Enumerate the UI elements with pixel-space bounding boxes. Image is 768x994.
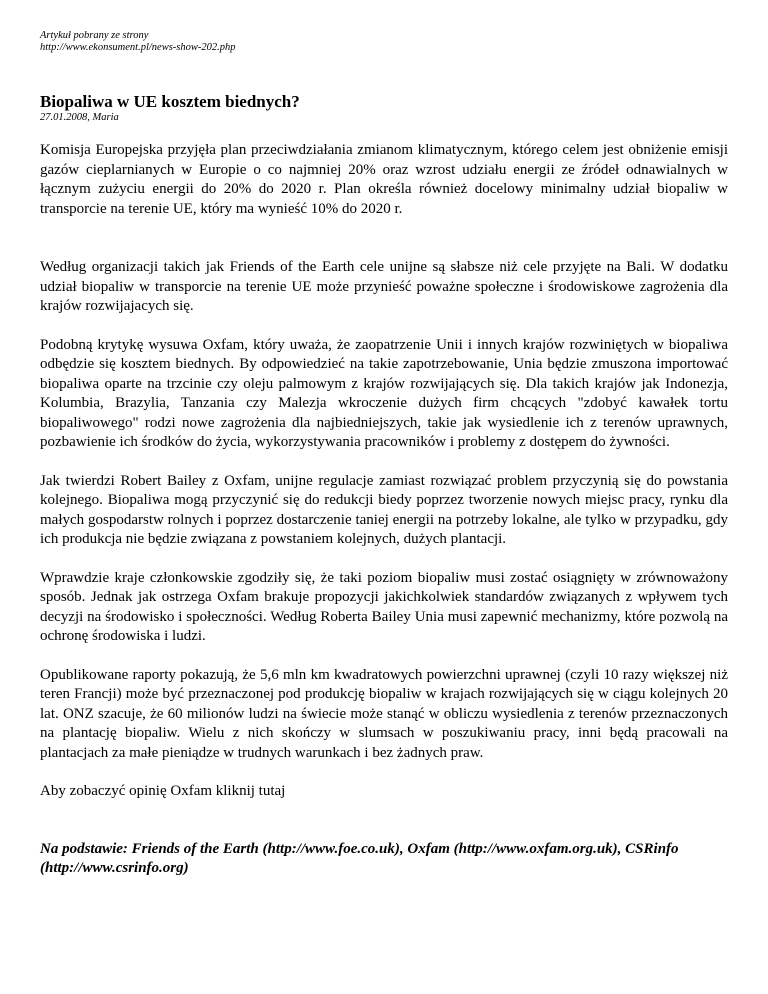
oxfam-opinion-link-text: Aby zobaczyć opinię Oxfam kliknij tutaj (40, 783, 286, 799)
article-paragraph-3: Podobną krytykę wysuwa Oxfam, który uważa, że zaopatrzenie Unii i innych krajów rozwiniętych w biopaliwa odbędzie się kosztem biednych. By odpowiedzieć na takie zapotrzebowanie, Unia będzie zmuszona importować biopaliwa oparte na trzcinie czy oleju palmowym z krajów rozwijających się. Dla takich krajów jak Indonezja, Kolumbia, Brazylia, Tanzania czy Malezja wkroczenie dużych firm chcących "zdobyć kawałek tortu biopaliwowego" rodzi nowe zagrożenia dla najbiedniejszych, takie jak wysiedlenie ich z terenów uprawnych, pozbawienie ich środków do życia, wykorzystywania pracowników i problemy z dostępem do żywności. (40, 336, 728, 450)
source-note (40, 30, 728, 54)
article-paragraph-2: Według organizacji takich jak Friends of the Earth cele unijne są słabsze niż cele przyjęte na Bali. W dodatku udział biopaliw w transporcie na terenie UE może przynieść poważne społeczne i środowiskowe zagrożenia dla krajów rozwijajacych się. (40, 259, 728, 314)
article-byline: 27.01.2008, Maria (40, 112, 119, 123)
article-paragraph-1: Komisja Europejska przyjęła plan przeciwdziałania zmianom klimatycznym, którego celem jest obniżenie emisji gazów cieplarnianych w Europie o co najmniej 20% oraz wzrost udziału energii ze źródeł odnawialnych w łącznym zużyciu energii do 20% do 2020 r. Plan określa również docelowy minimalny udział biopaliw w transporcie na terenie UE, który ma wynieść 10% do 2020 r. (40, 142, 728, 217)
article-paragraph-5: Wprawdzie kraje członkowskie zgodziły się, że taki poziom biopaliw musi zostać osiągnięty w zrównoważony sposób. Jednak jak ostrzega Oxfam brakuje propozycji jakichkolwiek standardów związanych z wpływem tych decyzji na środowisko i społeczności. Według Roberta Bailey Unia musi zapewnić mechanizmy, które pozwolą na ochronę środowiska i ludzi. (40, 569, 728, 644)
article-title: Biopaliwa w UE kosztem biednych? (40, 92, 300, 111)
article-sources: Na podstawie: Friends of the Earth (http://www.foe.co.uk), Oxfam (http://www.oxfam.org.uk), CSRinfo (http://www.csrinfo.org) (40, 840, 679, 876)
document-page (40, 30, 728, 879)
article-paragraph-4: Jak twierdzi Robert Bailey z Oxfam, unijne regulacje zamiast rozwiązać problem przyczynią się do powstania kolejnego. Biopaliwa mogą przyczynić się do redukcji biedy poprzez tworzenie nowych miejsc pracy, rynku dla małych gospodarstw rolnych i poprzez dostarczenie taniej energii na potrzeby lokalne, ale tylko w przypadku, gdy ich produkcja nie będzie związana z powstaniem kolejnych, dużych plantacji. (40, 472, 728, 547)
source-url: http://www.ekonsument.pl/news-show-202.php (40, 42, 236, 53)
source-label: Artykuł pobrany ze strony (40, 30, 149, 41)
article-paragraph-6: Opublikowane raporty pokazują, że 5,6 mln km kwadratowych powierzchni uprawnej (czyli 10 razy większej niż teren Francji) może być przeznaczonej pod produkcję biopaliw w krajach rozwijających się w ciągu kolejnych 20 lat. ONZ szacuje, że 60 milionów ludzi na świecie może stanąć w obliczu wysiedlenia z terenów przeznaczonych na plantację biopaliw. Wielu z nich skończy w slumsach w poszukiwaniu pracy, inni będą pracowali na plantacjach za małe pieniądze w trudnych warunkach i bez żadnych praw. (40, 666, 728, 761)
